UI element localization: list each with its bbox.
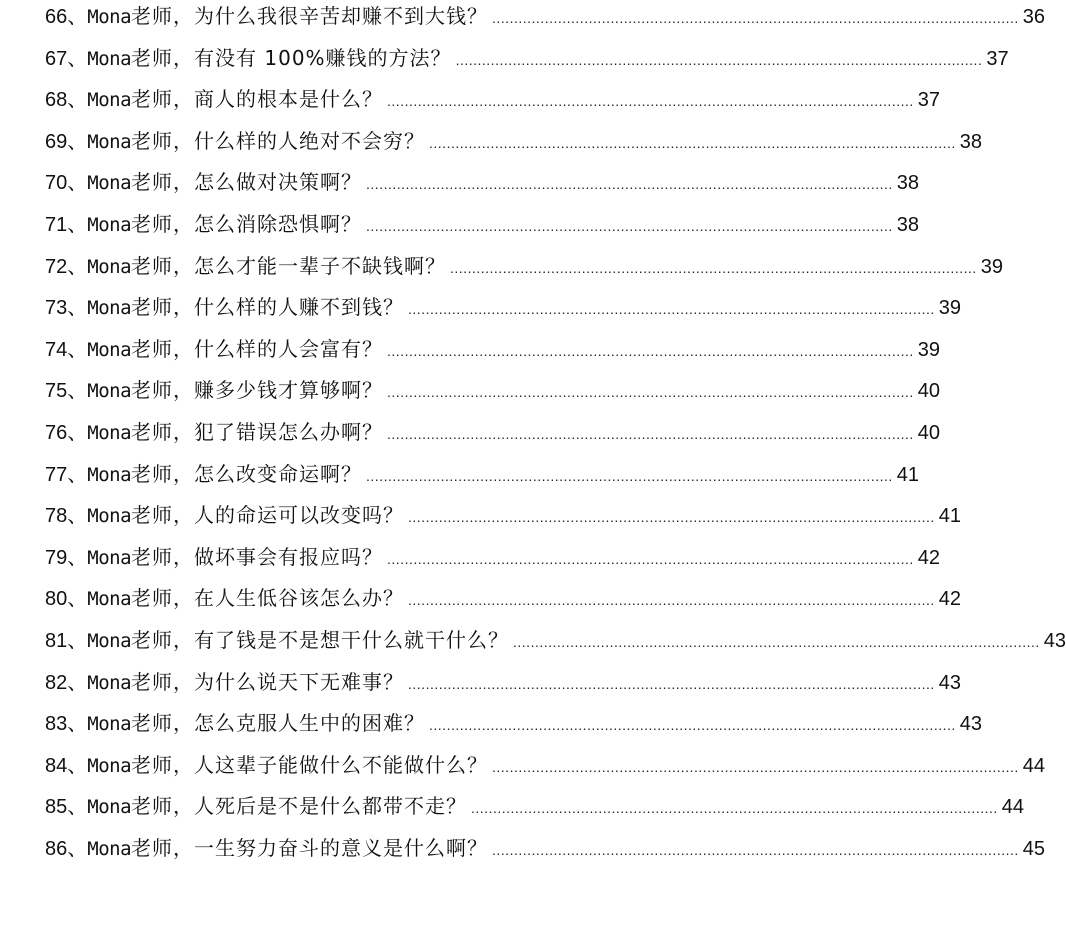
- toc-entry[interactable]: [45, 540, 941, 582]
- entry-number: 79: [45, 546, 68, 569]
- entry-title: 老师，商人的根本是什么？: [131, 87, 384, 112]
- dot-leader: ........................................................................................................................: [387, 426, 914, 442]
- entry-page-number: 38: [959, 130, 983, 153]
- toc-entry[interactable]: [45, 665, 962, 707]
- entry-separator: 、: [67, 336, 88, 361]
- entry-page-number: 43: [938, 671, 962, 694]
- entry-number: 77: [45, 463, 68, 486]
- toc-entry[interactable]: [45, 457, 920, 499]
- dot-leader: ........................................................................................................................: [492, 842, 1019, 858]
- entry-page-number: 38: [896, 172, 920, 195]
- entry-page-number: 38: [896, 214, 920, 236]
- entry-name: Mona: [87, 47, 132, 70]
- entry-number: 71: [45, 214, 68, 236]
- entry-page-number: 42: [938, 588, 962, 611]
- toc-entry[interactable]: [45, 207, 920, 249]
- entry-name: Mona: [87, 546, 132, 569]
- entry-number: 82: [45, 671, 68, 694]
- entry-title: 老师，犯了错误怎么办啊？: [131, 420, 384, 444]
- entry-title: 老师，为什么说天下无难事？: [131, 669, 405, 694]
- entry-name: Mona: [87, 754, 132, 777]
- entry-name: Mona: [87, 6, 132, 28]
- entry-separator: 、: [67, 45, 88, 70]
- entry-separator: 、: [67, 212, 88, 236]
- dot-leader: ........................................................................................................................: [450, 259, 977, 276]
- entry-title: 老师，有没有 100%赚钱的方法？: [131, 45, 452, 70]
- entry-name: Mona: [87, 380, 132, 403]
- entry-name: Mona: [87, 214, 132, 236]
- entry-page-number: 36: [1022, 6, 1046, 28]
- toc-entry[interactable]: [45, 0, 1046, 41]
- entry-title: 老师，人的命运可以改变吗？: [131, 503, 405, 528]
- dot-leader: ........................................................................................................................: [408, 592, 935, 609]
- entry-page-number: 39: [917, 338, 941, 361]
- entry-title: 老师，怎么克服人生中的困难？: [131, 711, 426, 736]
- toc-entry[interactable]: [45, 82, 941, 124]
- entry-title: 老师，什么样的人绝对不会穷？: [131, 128, 426, 153]
- entry-separator: 、: [67, 87, 88, 112]
- entry-separator: 、: [67, 503, 88, 528]
- entry-separator: 、: [67, 586, 88, 611]
- entry-title: 老师，什么样的人赚不到钱？: [131, 295, 405, 320]
- entry-number: 84: [45, 754, 68, 777]
- entry-number: 76: [45, 422, 68, 444]
- entry-separator: 、: [67, 253, 88, 278]
- entry-name: Mona: [87, 422, 132, 444]
- entry-number: 66: [45, 6, 68, 28]
- dot-leader: ........................................................................................................................: [429, 134, 956, 151]
- toc-entry[interactable]: [45, 332, 941, 374]
- toc-entry[interactable]: [45, 41, 1009, 83]
- dot-leader: ........................................................................................................................: [408, 301, 935, 318]
- entry-separator: 、: [67, 378, 88, 403]
- entry-title: 老师，怎么做对决策啊？: [131, 170, 363, 195]
- entry-page-number: 37: [917, 89, 941, 112]
- entry-separator: 、: [67, 669, 88, 694]
- entry-name: Mona: [87, 463, 132, 486]
- toc-entry[interactable]: [45, 581, 962, 623]
- dot-leader: ........................................................................................................................: [366, 218, 893, 234]
- entry-number: 68: [45, 89, 68, 112]
- entry-separator: 、: [67, 128, 88, 153]
- entry-number: 72: [45, 255, 68, 278]
- dot-leader: ........................................................................................................................: [366, 467, 893, 484]
- entry-separator: 、: [67, 420, 88, 444]
- entry-name: Mona: [87, 89, 132, 112]
- entry-number: 80: [45, 588, 68, 611]
- entry-number: 85: [45, 796, 68, 819]
- entry-name: Mona: [87, 838, 132, 860]
- dot-leader: ........................................................................................................................: [408, 509, 935, 526]
- dot-leader: ........................................................................................................................: [387, 384, 914, 401]
- entry-title: 老师，人死后是不是什么都带不走？: [131, 794, 468, 819]
- entry-page-number: 43: [959, 713, 983, 736]
- entry-page-number: 45: [1022, 838, 1046, 860]
- entry-title: 老师，有了钱是不是想干什么就干什么？: [131, 628, 510, 652]
- entry-number: 83: [45, 713, 68, 736]
- entry-separator: 、: [67, 628, 88, 652]
- entry-number: 74: [45, 338, 68, 361]
- entry-separator: 、: [67, 836, 88, 860]
- entry-page-number: 39: [938, 297, 962, 320]
- entry-title: 老师，怎么消除恐惧啊？: [131, 212, 363, 236]
- entry-page-number: 41: [896, 463, 920, 486]
- toc-entry[interactable]: [45, 249, 1004, 291]
- dot-leader: ........................................................................................................................: [492, 10, 1019, 26]
- entry-name: Mona: [87, 588, 132, 611]
- toc-entry[interactable]: [45, 789, 1025, 831]
- entry-name: Mona: [87, 255, 132, 278]
- dot-leader: ........................................................................................................................: [513, 634, 1040, 650]
- entry-title: 老师，怎么才能一辈子不缺钱啊？: [131, 253, 447, 278]
- entry-page-number: 37: [986, 47, 1009, 70]
- entry-page-number: 43: [1043, 630, 1066, 652]
- entry-number: 86: [45, 838, 68, 860]
- dot-leader: ........................................................................................................................: [387, 342, 914, 359]
- toc-entry[interactable]: [45, 623, 1066, 665]
- dot-leader: ........................................................................................................................: [429, 717, 956, 734]
- entry-separator: 、: [67, 794, 88, 819]
- entry-name: Mona: [87, 671, 132, 694]
- entry-separator: 、: [67, 752, 88, 777]
- toc-entry[interactable]: [45, 748, 1046, 790]
- entry-separator: 、: [67, 295, 88, 320]
- toc-entry[interactable]: [45, 124, 983, 166]
- entry-name: Mona: [87, 130, 132, 153]
- entry-title: 老师，一生努力奋斗的意义是什么啊？: [131, 836, 489, 860]
- entry-title: 老师，人这辈子能做什么不能做什么？: [131, 752, 489, 777]
- entry-page-number: 40: [917, 422, 941, 444]
- entry-title: 老师，为什么我很辛苦却赚不到大钱？: [131, 4, 489, 28]
- dot-leader: ........................................................................................................................: [408, 675, 935, 692]
- toc-entry[interactable]: [45, 165, 920, 207]
- entry-name: Mona: [87, 338, 132, 361]
- toc-entry[interactable]: [45, 831, 1046, 873]
- entry-number: 73: [45, 297, 68, 320]
- entry-title: 老师，在人生低谷该怎么办？: [131, 586, 405, 611]
- dot-leader: ........................................................................................................................: [366, 176, 893, 193]
- entry-title: 老师，怎么改变命运啊？: [131, 461, 363, 486]
- dot-leader: ........................................................................................................................: [471, 800, 998, 817]
- entry-number: 78: [45, 505, 68, 528]
- dot-leader: ........................................................................................................................: [387, 550, 914, 567]
- entry-number: 70: [45, 172, 68, 195]
- toc-entry[interactable]: [45, 290, 962, 332]
- entry-page-number: 39: [980, 255, 1004, 278]
- dot-leader: ........................................................................................................................: [387, 93, 914, 110]
- entry-number: 75: [45, 380, 68, 403]
- entry-page-number: 44: [1022, 754, 1046, 777]
- entry-name: Mona: [87, 172, 132, 195]
- entry-page-number: 41: [938, 505, 962, 528]
- entry-separator: 、: [67, 544, 88, 569]
- dot-leader: ........................................................................................................................: [492, 758, 1019, 775]
- entry-title: 老师，做坏事会有报应吗？: [131, 544, 384, 569]
- toc-entry[interactable]: [45, 373, 941, 415]
- toc-entry[interactable]: [45, 498, 962, 540]
- entry-title: 老师，什么样的人会富有？: [131, 336, 384, 361]
- entry-number: 81: [45, 630, 68, 652]
- toc-entry[interactable]: [45, 706, 983, 748]
- entry-separator: 、: [67, 4, 88, 28]
- entry-separator: 、: [67, 461, 88, 486]
- entry-name: Mona: [87, 505, 132, 528]
- entry-page-number: 40: [917, 380, 941, 403]
- entry-separator: 、: [67, 711, 88, 736]
- entry-number: 69: [45, 130, 68, 153]
- toc-entry[interactable]: [45, 415, 941, 457]
- entry-name: Mona: [87, 796, 132, 819]
- entry-page-number: 42: [917, 546, 941, 569]
- dot-leader: ........................................................................................................................: [455, 51, 983, 68]
- entry-number: 67: [45, 47, 68, 70]
- entry-title: 老师，赚多少钱才算够啊？: [131, 378, 384, 403]
- entry-name: Mona: [87, 630, 132, 652]
- entry-name: Mona: [87, 713, 132, 736]
- entry-separator: 、: [67, 170, 88, 195]
- entry-name: Mona: [87, 297, 132, 320]
- entry-page-number: 44: [1001, 796, 1025, 819]
